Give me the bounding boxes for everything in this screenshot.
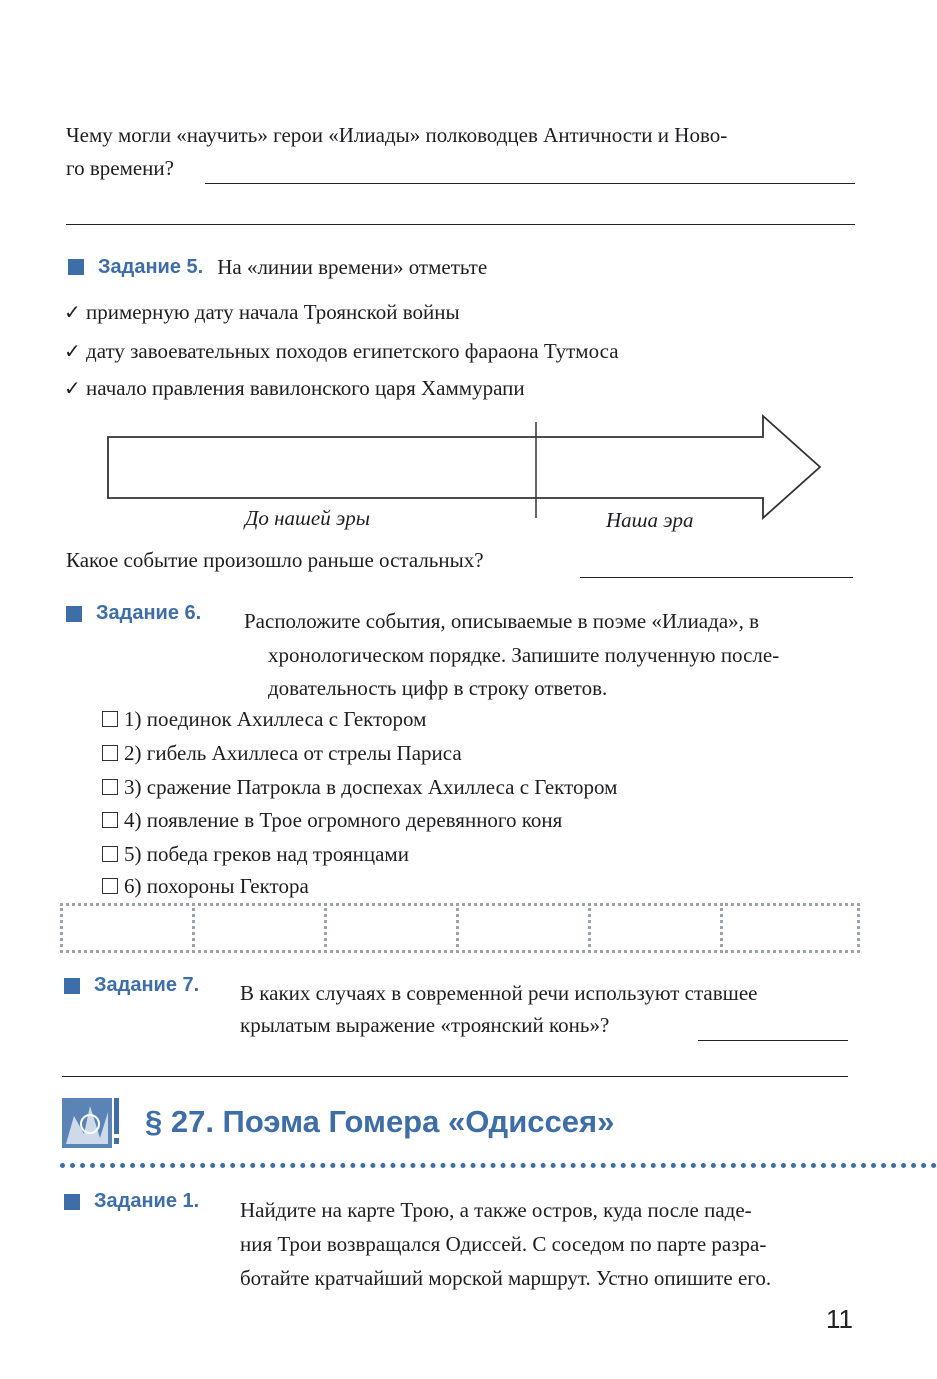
checkbox-item[interactable]: 1) поединок Ахиллеса с Гектором <box>102 704 426 734</box>
page-number: 11 <box>826 1304 853 1334</box>
answer-line[interactable] <box>205 183 855 184</box>
task1-text-line: ния Трои возвращался Одиссей. С соседом по парте разра- <box>240 1232 767 1256</box>
checkbox-item[interactable]: 3) сражение Патрокла в доспехах Ахиллеса с Гектором <box>102 772 617 802</box>
task1-text-line: Найдите на карте Трою, а также остров, куда после паде- <box>240 1198 752 1222</box>
checkbox-icon[interactable] <box>102 812 118 828</box>
checkbox-item[interactable]: 6) похороны Гектора <box>102 871 309 901</box>
task6-heading <box>66 602 201 625</box>
task6-text-line: Расположите события, описываемые в поэме «Илиада», в <box>244 609 760 633</box>
question-line-1: Чему могли «научить» герои «Илиады» полководцев Античности и Ново- <box>66 123 728 147</box>
answer-cell[interactable] <box>192 903 327 953</box>
task5-heading <box>68 252 487 282</box>
list-item: ✓ дату завоевательных походов египетского фараона Тутмоса <box>64 339 619 363</box>
checkbox-icon[interactable] <box>102 878 118 894</box>
answer-cell[interactable] <box>720 903 860 953</box>
answer-cell[interactable] <box>456 903 591 953</box>
answer-cell[interactable] <box>60 903 195 953</box>
checkbox-icon[interactable] <box>102 711 118 727</box>
answer-line[interactable] <box>62 1076 848 1077</box>
bullet-square-icon <box>64 1194 80 1210</box>
checkbox-item[interactable]: 5) победа греков над троянцами <box>102 839 409 869</box>
list-item: ✓ примерную дату начала Троянской войны <box>64 300 460 324</box>
task7-text-line: крылатым выражение «троянский конь»? <box>240 1013 610 1037</box>
task1-heading <box>64 1190 199 1213</box>
section-divider <box>60 1163 937 1168</box>
task6-label: Задание 6. <box>96 602 202 624</box>
bullet-square-icon <box>66 606 82 622</box>
task5-text: На «линии времени» отметьте <box>217 255 488 279</box>
question-line-2: го времени? <box>66 156 174 180</box>
checkmark-icon: ✓ <box>64 376 81 400</box>
bullet-square-icon <box>64 978 80 994</box>
checkbox-item[interactable]: 2) гибель Ахиллеса от стрелы Париса <box>102 738 462 768</box>
task6-text-line: хронологическом порядке. Запишите полученную после- <box>268 643 780 667</box>
list-item: ✓ начало правления вавилонского царя Хаммурапи <box>64 376 525 400</box>
task5-question: Какое событие произошло раньше остальных? <box>66 548 484 572</box>
section-title: § 27. Поэма Гомера «Одиссея» <box>145 1104 615 1139</box>
bullet-square-icon <box>68 259 84 275</box>
task7-label: Задание 7. <box>94 974 200 996</box>
checkmark-icon: ✓ <box>64 339 81 363</box>
timeline-arrow[interactable] <box>100 410 830 525</box>
checkbox-icon[interactable] <box>102 745 118 761</box>
answer-line[interactable] <box>580 577 853 578</box>
task6-text-line: довательность цифр в строку ответов. <box>268 676 608 700</box>
timeline-ad-label: Наша эра <box>606 508 694 532</box>
task5-label: Задание 5. <box>98 255 204 278</box>
checkbox-icon[interactable] <box>102 846 118 862</box>
checkmark-icon: ✓ <box>64 300 81 324</box>
answer-line[interactable] <box>66 224 855 225</box>
timeline-bc-label: До нашей эры <box>245 506 370 530</box>
answer-cell[interactable] <box>588 903 723 953</box>
checkbox-item[interactable]: 4) появление в Трое огромного деревянного коня <box>102 805 562 835</box>
answer-cell[interactable] <box>324 903 459 953</box>
section-emblem-icon <box>60 1094 122 1152</box>
task1-label: Задание 1. <box>94 1190 200 1212</box>
answer-line[interactable] <box>698 1040 848 1041</box>
task7-text-line: В каких случаях в современной речи используют ставшее <box>240 981 758 1005</box>
task1-text-line: ботайте кратчайший морской маршрут. Устно опишите его. <box>240 1266 772 1290</box>
task7-heading <box>64 974 199 997</box>
checkbox-icon[interactable] <box>102 779 118 795</box>
